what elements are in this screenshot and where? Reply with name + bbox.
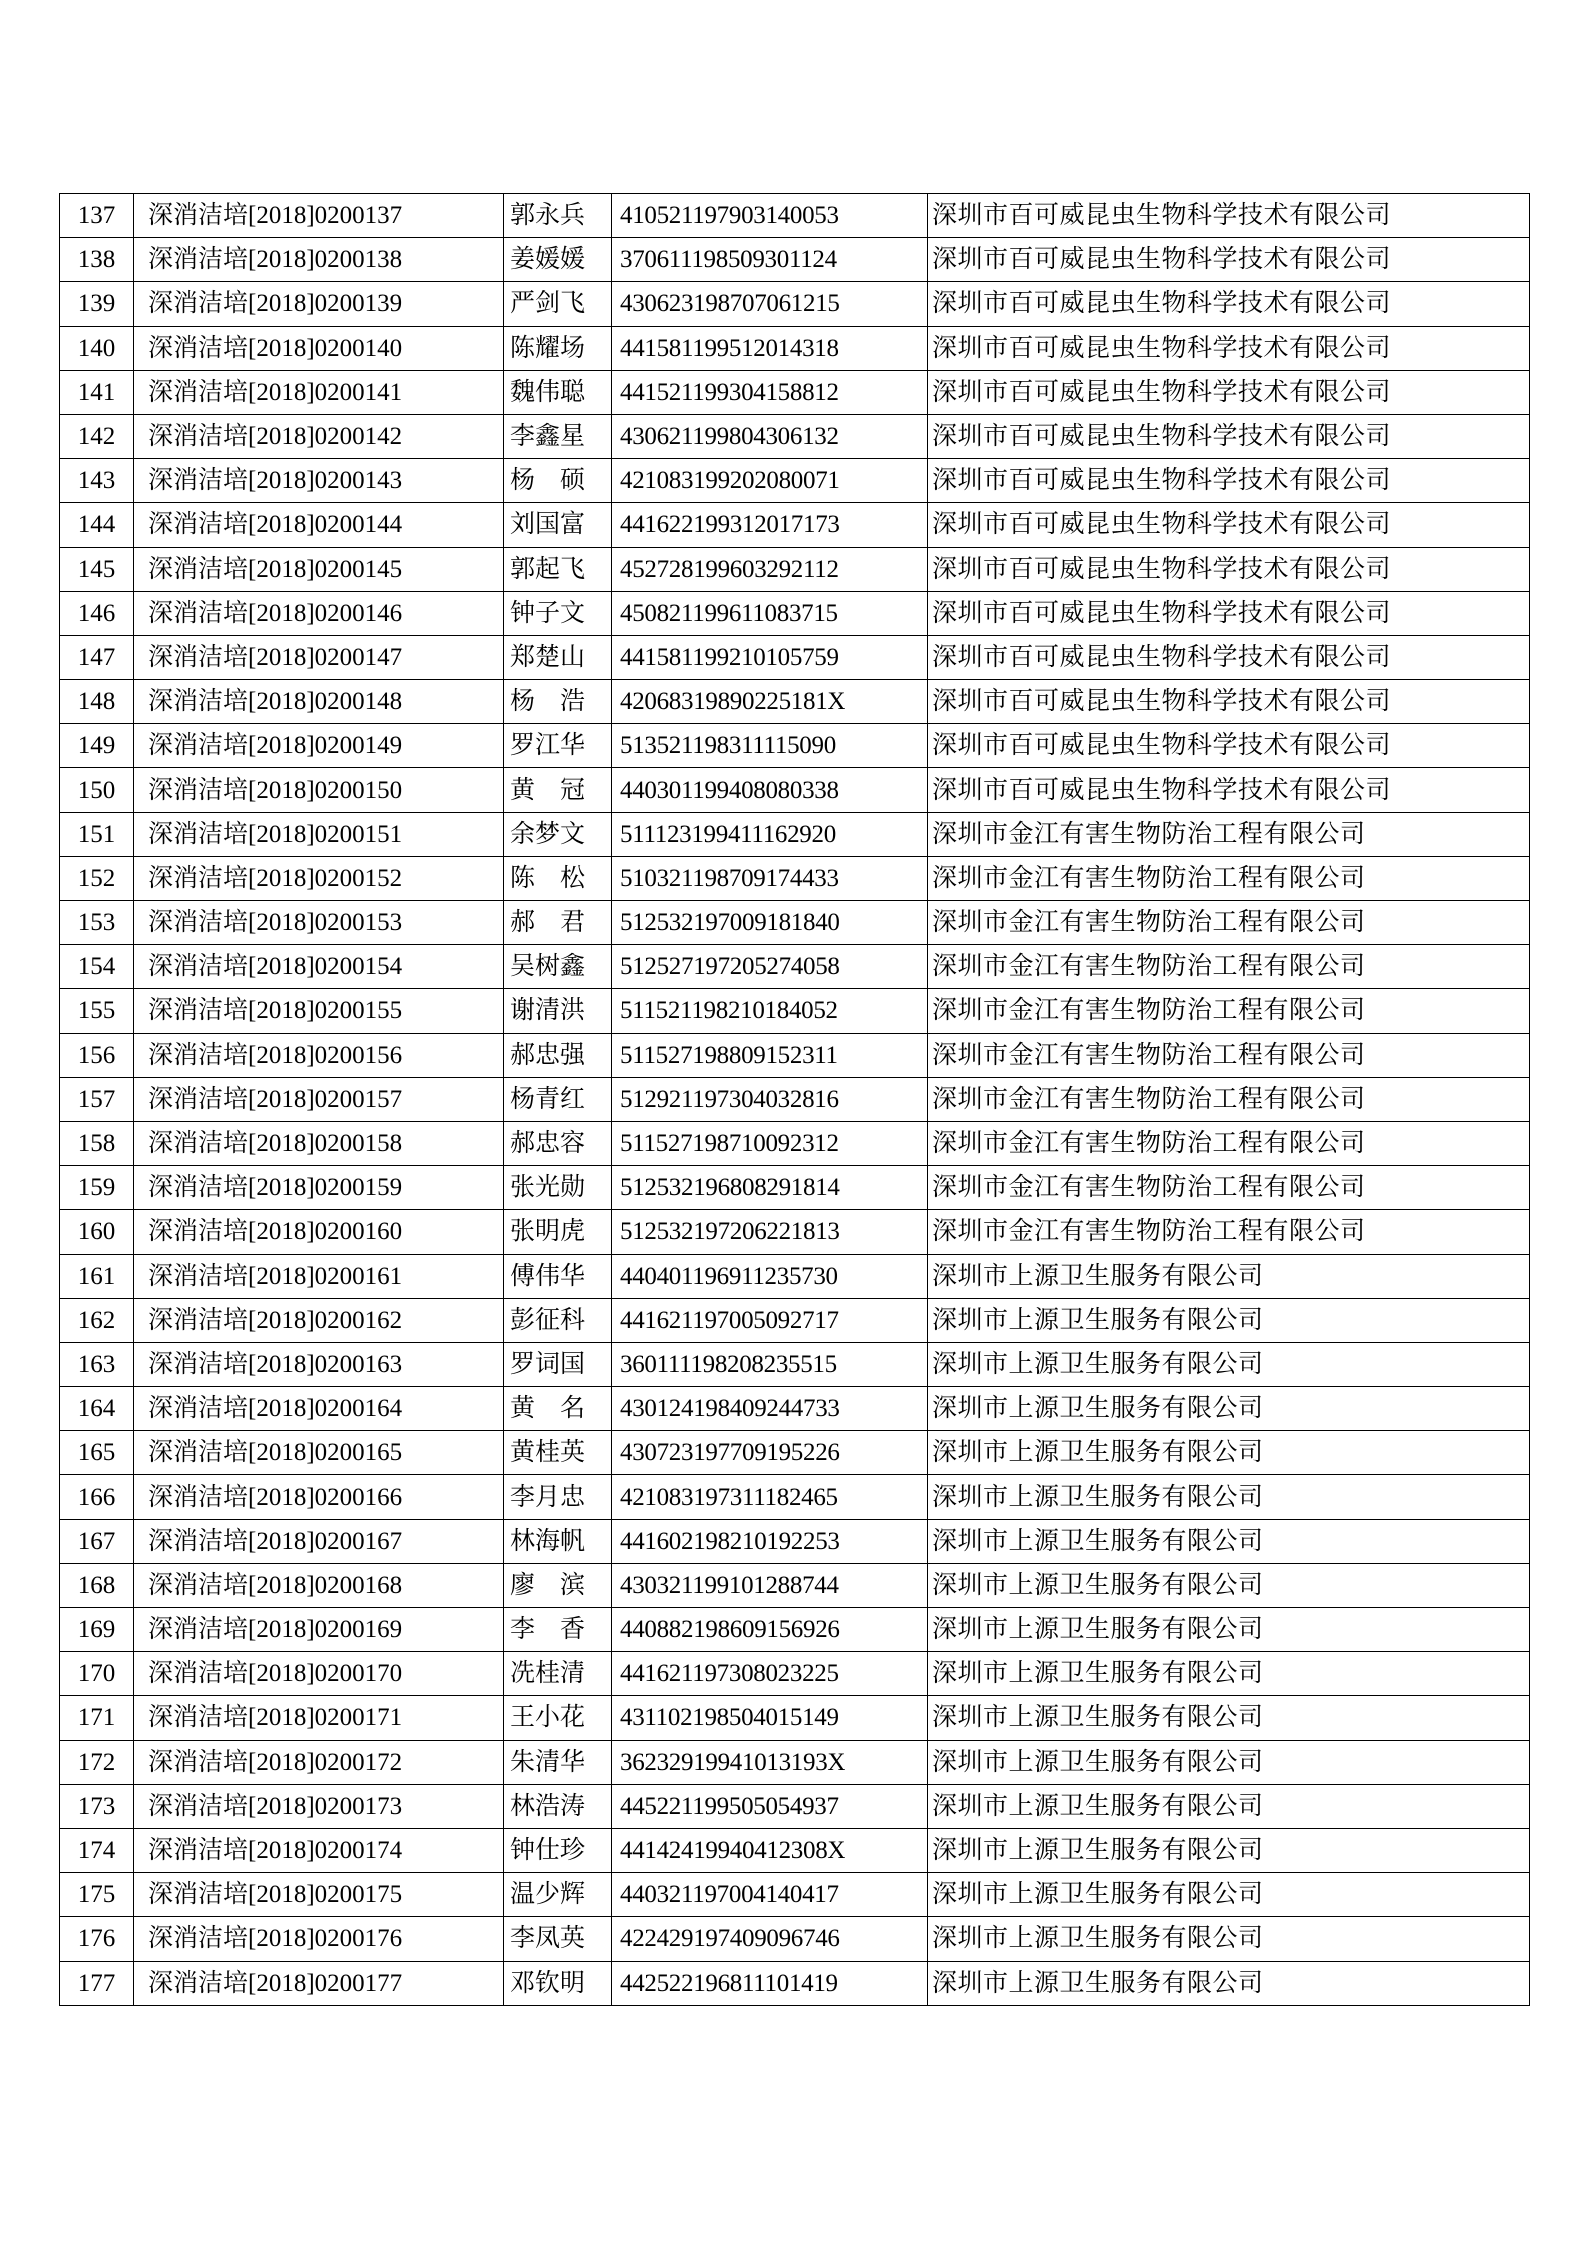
company-cell: 深圳市百可威昆虫生物科学技术有限公司 — [928, 282, 1530, 326]
name-cell: 郝忠容 — [504, 1121, 612, 1165]
row-number-cell: 168 — [60, 1563, 134, 1607]
id-number-cell: 36232919941013193X — [612, 1740, 928, 1784]
table-row — [60, 680, 1530, 724]
id-number-cell: 441621197308023225 — [612, 1652, 928, 1696]
company-cell: 深圳市上源卫生服务有限公司 — [928, 1784, 1530, 1828]
certificate-number-cell: 深消洁培[2018]0200151 — [134, 812, 504, 856]
id-number-cell: 511521198210184052 — [612, 989, 928, 1033]
name-cell: 黄桂英 — [504, 1431, 612, 1475]
name-cell: 杨 硕 — [504, 459, 612, 503]
id-number-cell: 360111198208235515 — [612, 1342, 928, 1386]
certificate-number-cell: 深消洁培[2018]0200155 — [134, 989, 504, 1033]
name-cell: 郭永兵 — [504, 194, 612, 238]
table-row — [60, 1917, 1530, 1961]
row-number-cell: 142 — [60, 414, 134, 458]
name-cell: 朱清华 — [504, 1740, 612, 1784]
table-row — [60, 503, 1530, 547]
name-cell: 林海帆 — [504, 1519, 612, 1563]
id-number-cell: 512532197206221813 — [612, 1210, 928, 1254]
name-cell: 钟子文 — [504, 591, 612, 635]
row-number-cell: 160 — [60, 1210, 134, 1254]
row-number-cell: 150 — [60, 768, 134, 812]
name-cell: 魏伟聪 — [504, 370, 612, 414]
id-number-cell: 512532197009181840 — [612, 901, 928, 945]
table-row — [60, 1254, 1530, 1298]
name-cell: 郝忠强 — [504, 1033, 612, 1077]
row-number-cell: 143 — [60, 459, 134, 503]
certificate-number-cell: 深消洁培[2018]0200149 — [134, 724, 504, 768]
certificate-number-cell: 深消洁培[2018]0200153 — [134, 901, 504, 945]
company-cell: 深圳市上源卫生服务有限公司 — [928, 1342, 1530, 1386]
id-number-cell: 370611198509301124 — [612, 238, 928, 282]
certificate-number-cell: 深消洁培[2018]0200166 — [134, 1475, 504, 1519]
company-cell: 深圳市百可威昆虫生物科学技术有限公司 — [928, 591, 1530, 635]
table-row — [60, 1431, 1530, 1475]
company-cell: 深圳市金江有害生物防治工程有限公司 — [928, 1121, 1530, 1165]
table-row — [60, 1873, 1530, 1917]
table-row — [60, 1298, 1530, 1342]
certificate-number-cell: 深消洁培[2018]0200142 — [134, 414, 504, 458]
row-number-cell: 176 — [60, 1917, 134, 1961]
row-number-cell: 146 — [60, 591, 134, 635]
name-cell: 黄 冠 — [504, 768, 612, 812]
name-cell: 余梦文 — [504, 812, 612, 856]
id-number-cell: 410521197903140053 — [612, 194, 928, 238]
company-cell: 深圳市百可威昆虫生物科学技术有限公司 — [928, 370, 1530, 414]
company-cell: 深圳市百可威昆虫生物科学技术有限公司 — [928, 194, 1530, 238]
table-row — [60, 724, 1530, 768]
name-cell: 郑楚山 — [504, 635, 612, 679]
table-row — [60, 1696, 1530, 1740]
id-number-cell: 512527197205274058 — [612, 945, 928, 989]
table-row — [60, 856, 1530, 900]
row-number-cell: 170 — [60, 1652, 134, 1696]
company-cell: 深圳市百可威昆虫生物科学技术有限公司 — [928, 414, 1530, 458]
company-cell: 深圳市金江有害生物防治工程有限公司 — [928, 856, 1530, 900]
id-number-cell: 450821199611083715 — [612, 591, 928, 635]
row-number-cell: 157 — [60, 1077, 134, 1121]
trainee-certificate-table — [59, 193, 1530, 2006]
name-cell: 张明虎 — [504, 1210, 612, 1254]
id-number-cell: 440882198609156926 — [612, 1608, 928, 1652]
id-number-cell: 422429197409096746 — [612, 1917, 928, 1961]
name-cell: 傅伟华 — [504, 1254, 612, 1298]
company-cell: 深圳市金江有害生物防治工程有限公司 — [928, 901, 1530, 945]
certificate-number-cell: 深消洁培[2018]0200154 — [134, 945, 504, 989]
certificate-number-cell: 深消洁培[2018]0200160 — [134, 1210, 504, 1254]
row-number-cell: 158 — [60, 1121, 134, 1165]
certificate-number-cell: 深消洁培[2018]0200175 — [134, 1873, 504, 1917]
name-cell: 林浩涛 — [504, 1784, 612, 1828]
name-cell: 彭征科 — [504, 1298, 612, 1342]
certificate-number-cell: 深消洁培[2018]0200152 — [134, 856, 504, 900]
id-number-cell: 513521198311115090 — [612, 724, 928, 768]
certificate-number-cell: 深消洁培[2018]0200170 — [134, 1652, 504, 1696]
table-row — [60, 194, 1530, 238]
id-number-cell: 440401196911235730 — [612, 1254, 928, 1298]
certificate-number-cell: 深消洁培[2018]0200165 — [134, 1431, 504, 1475]
certificate-number-cell: 深消洁培[2018]0200139 — [134, 282, 504, 326]
id-number-cell: 445221199505054937 — [612, 1784, 928, 1828]
company-cell: 深圳市上源卫生服务有限公司 — [928, 1828, 1530, 1872]
name-cell: 李月忠 — [504, 1475, 612, 1519]
name-cell: 严剑飞 — [504, 282, 612, 326]
id-number-cell: 441602198210192253 — [612, 1519, 928, 1563]
company-cell: 深圳市百可威昆虫生物科学技术有限公司 — [928, 547, 1530, 591]
id-number-cell: 441521199304158812 — [612, 370, 928, 414]
id-number-cell: 441621197005092717 — [612, 1298, 928, 1342]
certificate-number-cell: 深消洁培[2018]0200174 — [134, 1828, 504, 1872]
id-number-cell: 430124198409244733 — [612, 1387, 928, 1431]
row-number-cell: 141 — [60, 370, 134, 414]
row-number-cell: 177 — [60, 1961, 134, 2005]
table-row — [60, 1342, 1530, 1386]
table-row — [60, 1387, 1530, 1431]
certificate-number-cell: 深消洁培[2018]0200176 — [134, 1917, 504, 1961]
name-cell: 郭起飞 — [504, 547, 612, 591]
company-cell: 深圳市上源卫生服务有限公司 — [928, 1696, 1530, 1740]
certificate-number-cell: 深消洁培[2018]0200145 — [134, 547, 504, 591]
table-row — [60, 1740, 1530, 1784]
id-number-cell: 430723197709195226 — [612, 1431, 928, 1475]
table-row — [60, 591, 1530, 635]
id-number-cell: 440301199408080338 — [612, 768, 928, 812]
certificate-number-cell: 深消洁培[2018]0200158 — [134, 1121, 504, 1165]
company-cell: 深圳市上源卫生服务有限公司 — [928, 1608, 1530, 1652]
company-cell: 深圳市百可威昆虫生物科学技术有限公司 — [928, 503, 1530, 547]
name-cell: 谢清洪 — [504, 989, 612, 1033]
id-number-cell: 442522196811101419 — [612, 1961, 928, 2005]
certificate-number-cell: 深消洁培[2018]0200146 — [134, 591, 504, 635]
table-row — [60, 1784, 1530, 1828]
certificate-number-cell: 深消洁培[2018]0200140 — [134, 326, 504, 370]
name-cell: 李凤英 — [504, 1917, 612, 1961]
table-row — [60, 547, 1530, 591]
row-number-cell: 165 — [60, 1431, 134, 1475]
name-cell: 张光勋 — [504, 1166, 612, 1210]
name-cell: 罗词国 — [504, 1342, 612, 1386]
company-cell: 深圳市上源卫生服务有限公司 — [928, 1475, 1530, 1519]
table-row — [60, 1166, 1530, 1210]
name-cell: 钟仕珍 — [504, 1828, 612, 1872]
company-cell: 深圳市上源卫生服务有限公司 — [928, 1563, 1530, 1607]
company-cell: 深圳市百可威昆虫生物科学技术有限公司 — [928, 238, 1530, 282]
table-row — [60, 1210, 1530, 1254]
row-number-cell: 139 — [60, 282, 134, 326]
table-row — [60, 238, 1530, 282]
company-cell: 深圳市百可威昆虫生物科学技术有限公司 — [928, 680, 1530, 724]
company-cell: 深圳市金江有害生物防治工程有限公司 — [928, 989, 1530, 1033]
table-row — [60, 459, 1530, 503]
row-number-cell: 173 — [60, 1784, 134, 1828]
id-number-cell: 421083199202080071 — [612, 459, 928, 503]
id-number-cell: 430321199101288744 — [612, 1563, 928, 1607]
table-row — [60, 1121, 1530, 1165]
name-cell: 李 香 — [504, 1608, 612, 1652]
table-row — [60, 1563, 1530, 1607]
name-cell: 罗江华 — [504, 724, 612, 768]
row-number-cell: 152 — [60, 856, 134, 900]
name-cell: 陈 松 — [504, 856, 612, 900]
certificate-number-cell: 深消洁培[2018]0200177 — [134, 1961, 504, 2005]
row-number-cell: 167 — [60, 1519, 134, 1563]
row-number-cell: 147 — [60, 635, 134, 679]
name-cell: 郝 君 — [504, 901, 612, 945]
certificate-number-cell: 深消洁培[2018]0200138 — [134, 238, 504, 282]
certificate-number-cell: 深消洁培[2018]0200168 — [134, 1563, 504, 1607]
table-row — [60, 989, 1530, 1033]
name-cell: 杨青红 — [504, 1077, 612, 1121]
row-number-cell: 172 — [60, 1740, 134, 1784]
row-number-cell: 166 — [60, 1475, 134, 1519]
table-row — [60, 1519, 1530, 1563]
name-cell: 黄 名 — [504, 1387, 612, 1431]
certificate-number-cell: 深消洁培[2018]0200167 — [134, 1519, 504, 1563]
company-cell: 深圳市上源卫生服务有限公司 — [928, 1652, 1530, 1696]
certificate-number-cell: 深消洁培[2018]0200159 — [134, 1166, 504, 1210]
company-cell: 深圳市金江有害生物防治工程有限公司 — [928, 1166, 1530, 1210]
table-row — [60, 901, 1530, 945]
row-number-cell: 174 — [60, 1828, 134, 1872]
id-number-cell: 512532196808291814 — [612, 1166, 928, 1210]
certificate-number-cell: 深消洁培[2018]0200141 — [134, 370, 504, 414]
row-number-cell: 137 — [60, 194, 134, 238]
certificate-number-cell: 深消洁培[2018]0200172 — [134, 1740, 504, 1784]
row-number-cell: 149 — [60, 724, 134, 768]
name-cell: 陈耀场 — [504, 326, 612, 370]
row-number-cell: 156 — [60, 1033, 134, 1077]
table-row — [60, 414, 1530, 458]
company-cell: 深圳市百可威昆虫生物科学技术有限公司 — [928, 724, 1530, 768]
table-row — [60, 1475, 1530, 1519]
table-row — [60, 945, 1530, 989]
id-number-cell: 431102198504015149 — [612, 1696, 928, 1740]
table-body — [60, 194, 1530, 2006]
row-number-cell: 169 — [60, 1608, 134, 1652]
certificate-number-cell: 深消洁培[2018]0200157 — [134, 1077, 504, 1121]
certificate-number-cell: 深消洁培[2018]0200148 — [134, 680, 504, 724]
company-cell: 深圳市上源卫生服务有限公司 — [928, 1740, 1530, 1784]
name-cell: 杨 浩 — [504, 680, 612, 724]
company-cell: 深圳市金江有害生物防治工程有限公司 — [928, 1033, 1530, 1077]
table-row — [60, 635, 1530, 679]
id-number-cell: 430621199804306132 — [612, 414, 928, 458]
name-cell: 吴树鑫 — [504, 945, 612, 989]
table-row — [60, 370, 1530, 414]
company-cell: 深圳市上源卫生服务有限公司 — [928, 1431, 1530, 1475]
row-number-cell: 138 — [60, 238, 134, 282]
company-cell: 深圳市百可威昆虫生物科学技术有限公司 — [928, 768, 1530, 812]
company-cell: 深圳市百可威昆虫生物科学技术有限公司 — [928, 459, 1530, 503]
table-row — [60, 282, 1530, 326]
row-number-cell: 148 — [60, 680, 134, 724]
company-cell: 深圳市金江有害生物防治工程有限公司 — [928, 1210, 1530, 1254]
row-number-cell: 155 — [60, 989, 134, 1033]
row-number-cell: 145 — [60, 547, 134, 591]
name-cell: 刘国富 — [504, 503, 612, 547]
row-number-cell: 161 — [60, 1254, 134, 1298]
name-cell: 王小花 — [504, 1696, 612, 1740]
company-cell: 深圳市金江有害生物防治工程有限公司 — [928, 812, 1530, 856]
name-cell: 姜媛媛 — [504, 238, 612, 282]
company-cell: 深圳市上源卫生服务有限公司 — [928, 1387, 1530, 1431]
id-number-cell: 512921197304032816 — [612, 1077, 928, 1121]
company-cell: 深圳市百可威昆虫生物科学技术有限公司 — [928, 635, 1530, 679]
company-cell: 深圳市金江有害生物防治工程有限公司 — [928, 1077, 1530, 1121]
row-number-cell: 164 — [60, 1387, 134, 1431]
table-row — [60, 326, 1530, 370]
certificate-number-cell: 深消洁培[2018]0200137 — [134, 194, 504, 238]
certificate-number-cell: 深消洁培[2018]0200173 — [134, 1784, 504, 1828]
certificate-number-cell: 深消洁培[2018]0200156 — [134, 1033, 504, 1077]
table-row — [60, 1961, 1530, 2005]
table-row — [60, 1033, 1530, 1077]
row-number-cell: 162 — [60, 1298, 134, 1342]
row-number-cell: 171 — [60, 1696, 134, 1740]
certificate-number-cell: 深消洁培[2018]0200144 — [134, 503, 504, 547]
name-cell: 李鑫星 — [504, 414, 612, 458]
id-number-cell: 430623198707061215 — [612, 282, 928, 326]
row-number-cell: 153 — [60, 901, 134, 945]
company-cell: 深圳市上源卫生服务有限公司 — [928, 1961, 1530, 2005]
certificate-number-cell: 深消洁培[2018]0200161 — [134, 1254, 504, 1298]
table-row — [60, 1077, 1530, 1121]
id-number-cell: 440321197004140417 — [612, 1873, 928, 1917]
id-number-cell: 452728199603292112 — [612, 547, 928, 591]
table-row — [60, 812, 1530, 856]
row-number-cell: 163 — [60, 1342, 134, 1386]
name-cell: 邓钦明 — [504, 1961, 612, 2005]
name-cell: 冼桂清 — [504, 1652, 612, 1696]
certificate-number-cell: 深消洁培[2018]0200162 — [134, 1298, 504, 1342]
id-number-cell: 42068319890225181X — [612, 680, 928, 724]
row-number-cell: 140 — [60, 326, 134, 370]
name-cell: 温少辉 — [504, 1873, 612, 1917]
table-row — [60, 1828, 1530, 1872]
id-number-cell: 421083197311182465 — [612, 1475, 928, 1519]
company-cell: 深圳市金江有害生物防治工程有限公司 — [928, 945, 1530, 989]
certificate-number-cell: 深消洁培[2018]0200143 — [134, 459, 504, 503]
id-number-cell: 510321198709174433 — [612, 856, 928, 900]
id-number-cell: 441581199210105759 — [612, 635, 928, 679]
certificate-number-cell: 深消洁培[2018]0200171 — [134, 1696, 504, 1740]
id-number-cell: 511123199411162920 — [612, 812, 928, 856]
company-cell: 深圳市上源卫生服务有限公司 — [928, 1917, 1530, 1961]
table-row — [60, 768, 1530, 812]
certificate-number-cell: 深消洁培[2018]0200163 — [134, 1342, 504, 1386]
company-cell: 深圳市上源卫生服务有限公司 — [928, 1254, 1530, 1298]
row-number-cell: 151 — [60, 812, 134, 856]
row-number-cell: 154 — [60, 945, 134, 989]
id-number-cell: 441622199312017173 — [612, 503, 928, 547]
certificate-number-cell: 深消洁培[2018]0200147 — [134, 635, 504, 679]
table-row — [60, 1608, 1530, 1652]
company-cell: 深圳市上源卫生服务有限公司 — [928, 1873, 1530, 1917]
row-number-cell: 159 — [60, 1166, 134, 1210]
company-cell: 深圳市上源卫生服务有限公司 — [928, 1519, 1530, 1563]
company-cell: 深圳市上源卫生服务有限公司 — [928, 1298, 1530, 1342]
table-row — [60, 1652, 1530, 1696]
company-cell: 深圳市百可威昆虫生物科学技术有限公司 — [928, 326, 1530, 370]
id-number-cell: 441581199512014318 — [612, 326, 928, 370]
certificate-number-cell: 深消洁培[2018]0200150 — [134, 768, 504, 812]
certificate-number-cell: 深消洁培[2018]0200164 — [134, 1387, 504, 1431]
id-number-cell: 511527198710092312 — [612, 1121, 928, 1165]
row-number-cell: 144 — [60, 503, 134, 547]
certificate-number-cell: 深消洁培[2018]0200169 — [134, 1608, 504, 1652]
id-number-cell: 44142419940412308X — [612, 1828, 928, 1872]
row-number-cell: 175 — [60, 1873, 134, 1917]
id-number-cell: 511527198809152311 — [612, 1033, 928, 1077]
name-cell: 廖 滨 — [504, 1563, 612, 1607]
